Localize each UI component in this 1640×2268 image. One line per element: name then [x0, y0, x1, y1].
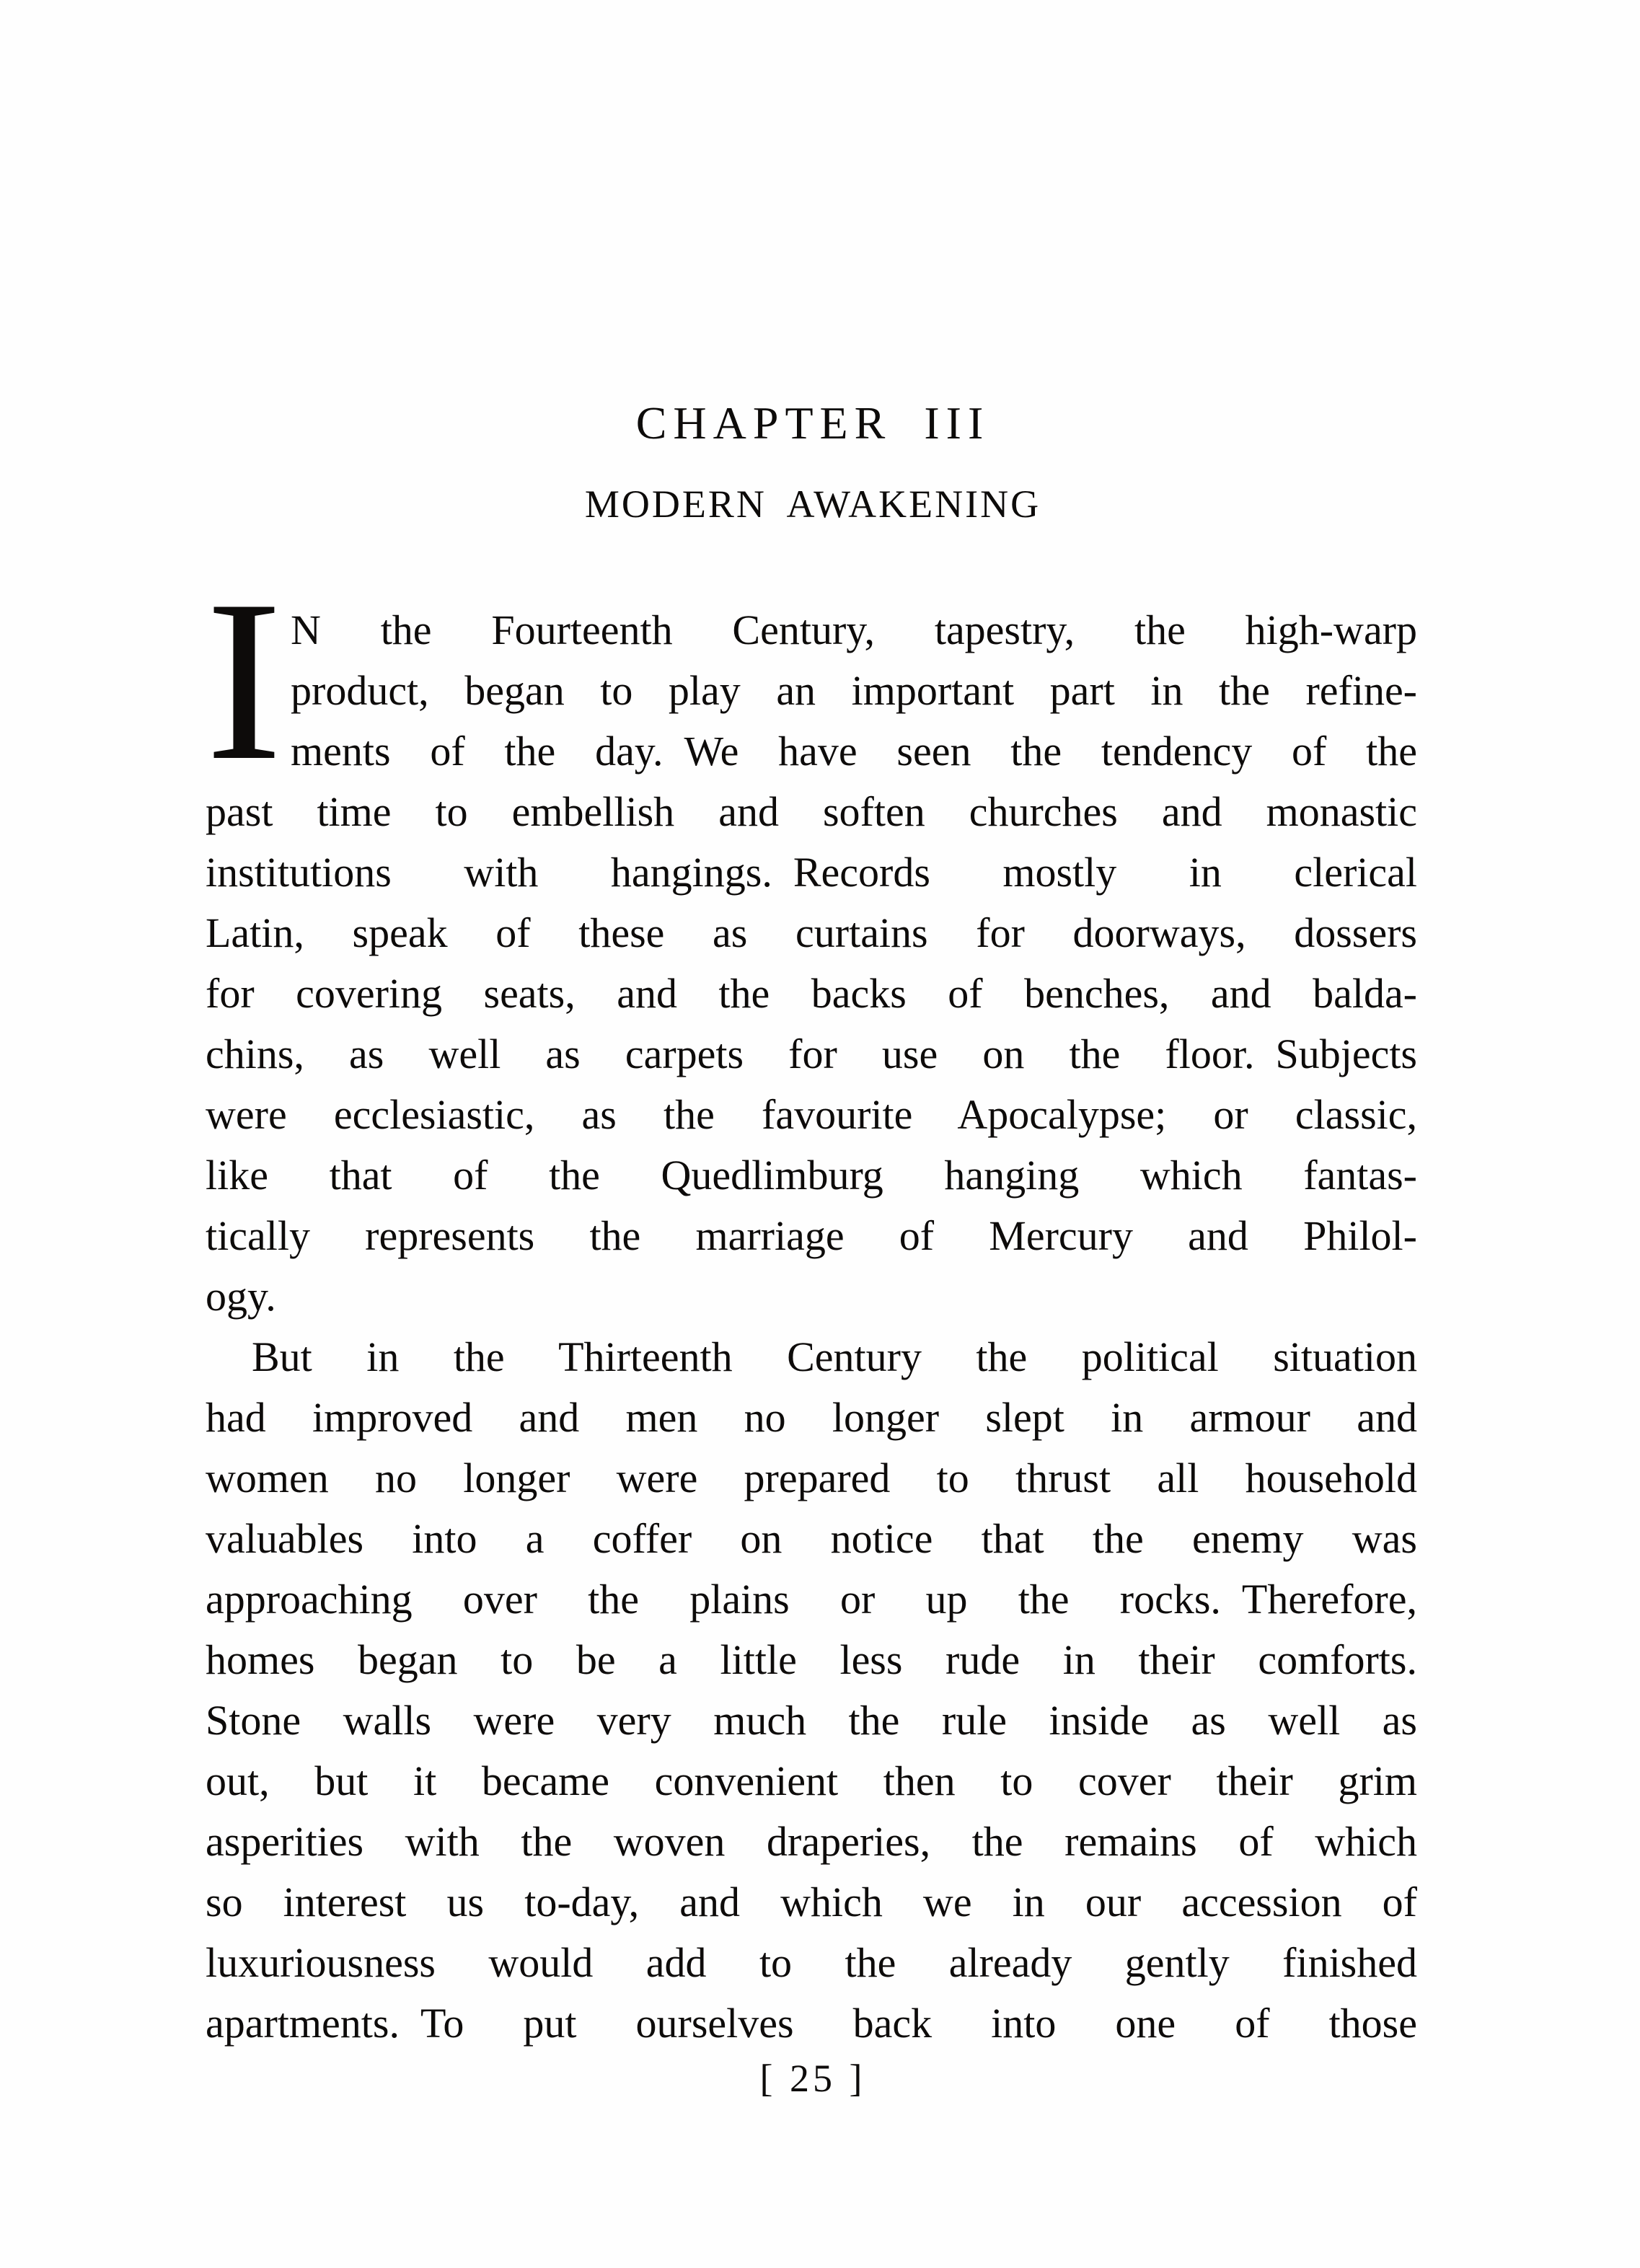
body-line: were ecclesiastic, as the favourite Apocalypse; or classic, [206, 1091, 1417, 1138]
body-text [206, 553, 1417, 2054]
body-line: Stone walls were very much the rule inside as well as [206, 1697, 1417, 1744]
body-line: valuables into a coffer on notice that the enemy was [206, 1515, 1417, 1562]
page-number: [ 25 ] [759, 2057, 866, 2100]
body-line: so interest us to-day, and which we in our accession of [206, 1879, 1417, 1925]
body-line: apartments. To put ourselves back into one of those [206, 2000, 1417, 2047]
body-line: for covering seats, and the backs of benches, and balda- [206, 970, 1417, 1017]
body-line: women no longer were prepared to thrust all household [206, 1455, 1417, 1501]
body-line: product, began to play an important part in the refine- [291, 667, 1417, 714]
section-heading: MODERN AWAKENING [584, 482, 1041, 526]
body-line: N the Fourteenth Century, tapestry, the high-warp [291, 606, 1417, 653]
body-line: like that of the Quedlimburg hanging which fantas- [206, 1152, 1417, 1199]
drop-cap: I [206, 553, 283, 808]
body-line: institutions with hangings. Records mostly in clerical [206, 849, 1417, 896]
body-line: ogy. [206, 1273, 276, 1320]
body-line: had improved and men no longer slept in armour and [206, 1394, 1417, 1441]
body-line: But in the Thirteenth Century the political situation [252, 1333, 1417, 1380]
body-line: chins, as well as carpets for use on the floor. Subjects [206, 1031, 1417, 1077]
chapter-heading: CHAPTER III [635, 397, 990, 449]
body-line: past time to embellish and soften churches and monastic [206, 788, 1417, 835]
body-line: luxuriousness would add to the already gently finished [206, 1939, 1417, 1986]
body-line: tically represents the marriage of Mercury and Philol- [206, 1212, 1417, 1259]
body-line: Latin, speak of these as curtains for doorways, dossers [206, 909, 1417, 956]
body-line: homes began to be a little less rude in their comforts. [206, 1636, 1417, 1683]
body-line: asperities with the woven draperies, the remains of which [206, 1818, 1417, 1865]
body-line: ments of the day. We have seen the tendency of the [291, 728, 1417, 775]
body-line: out, but it became convenient then to cover their grim [206, 1757, 1417, 1804]
body-line: approaching over the plains or up the rocks. Therefore, [206, 1576, 1417, 1623]
